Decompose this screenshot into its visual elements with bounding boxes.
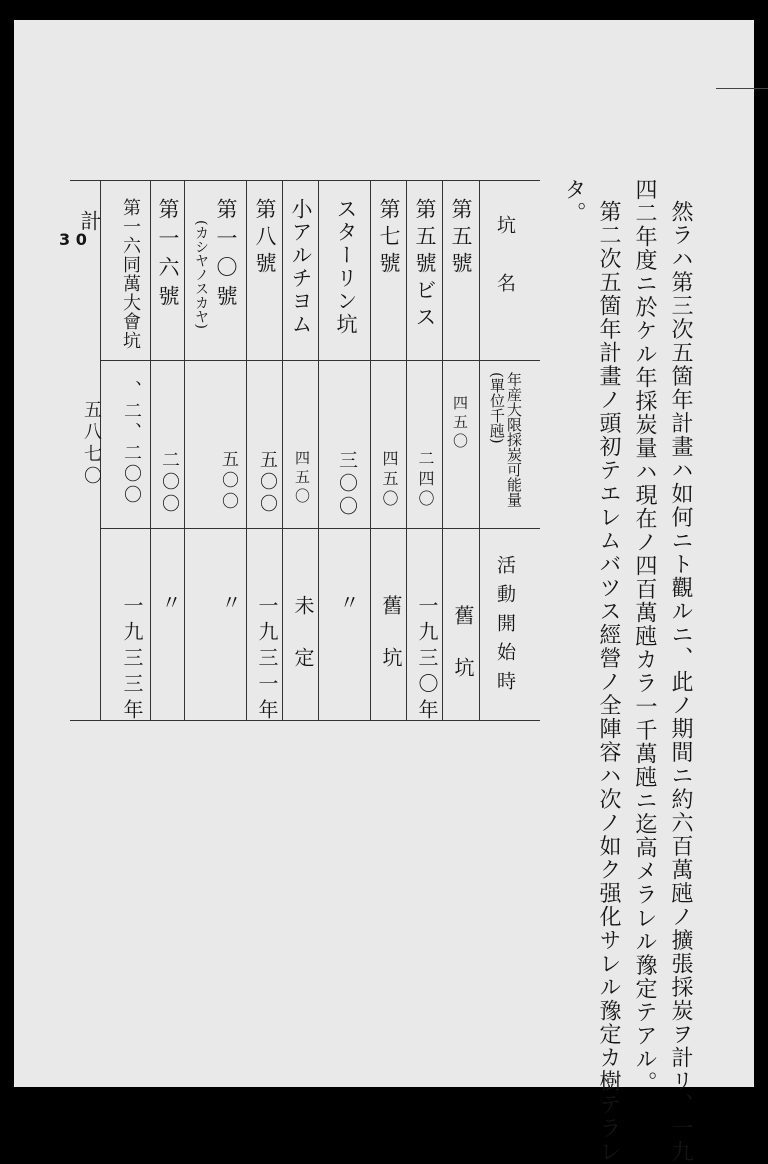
row-capacity: 、二、二〇〇: [121, 380, 142, 506]
row-name: 第五號: [449, 198, 473, 279]
row-start: 〃: [218, 592, 242, 618]
document-page: [14, 20, 754, 1164]
table-rule: [318, 180, 319, 720]
table-rule: [150, 180, 151, 720]
table-rule: [479, 180, 480, 720]
row-name: 第七號: [377, 198, 401, 279]
row-capacity: 五〇〇: [257, 450, 278, 516]
table-rule: [406, 180, 407, 720]
table-rule: [442, 180, 443, 720]
row-name: 第八號: [253, 198, 277, 279]
row-start: 〃: [336, 592, 360, 618]
total-label: 計: [78, 210, 102, 237]
row-name: 第一六號: [156, 198, 180, 314]
body-line-3: 第二次五箇年計畫ノ頭初テエレムバツス經營ノ全陣容ハ次ノ如ク强化サレル豫定カ樹テラレ: [596, 200, 621, 1164]
row-capacity: 二〇〇: [159, 450, 180, 516]
table-header-divider: [100, 360, 540, 361]
row-name: 第一六同萬大會坑: [120, 198, 141, 350]
table-rule: [282, 180, 283, 720]
table-rule: [184, 180, 185, 720]
row-capacity: 四五〇: [451, 395, 469, 452]
row-start: 舊 坑: [451, 605, 475, 683]
row-name-note: (カシヤノスカヤ): [193, 220, 209, 329]
row-capacity: 五〇〇: [218, 450, 238, 513]
row-name: 第五號ビス: [413, 198, 437, 333]
table-top-border: [70, 180, 540, 181]
total-capacity: 五八七〇: [81, 400, 102, 488]
table-rule: [370, 180, 371, 720]
table-rule: [246, 180, 247, 720]
row-capacity: 三〇〇: [336, 450, 358, 519]
row-capacity: 二四〇: [416, 450, 435, 510]
top-rule: [716, 88, 768, 89]
table-column-divider: [100, 528, 540, 529]
row-start: 〃: [158, 592, 182, 618]
page-number: 3 0: [59, 230, 87, 249]
header-name: 坑 名: [494, 215, 516, 302]
row-name: スターリン坑: [334, 198, 358, 336]
header-capacity: 年産大限採炭可能量(單位千瓲): [488, 372, 523, 507]
row-capacity: 四五〇: [380, 450, 399, 510]
header-start: 活動開始時: [494, 555, 516, 700]
row-name: 第一〇號: [214, 198, 238, 314]
row-name: 小アルチヨム: [289, 198, 313, 336]
row-start: 未 定: [291, 595, 315, 673]
body-line-4: タ。: [561, 178, 586, 225]
row-start: 一九三一年: [255, 595, 279, 725]
body-line-2: 四二年度ニ於ケル年採炭量ハ現在ノ四百萬瓲カラ一千萬瓲ニ迄高メラレル豫定テアル。: [632, 178, 657, 1095]
row-start: 一九三三年: [120, 595, 144, 725]
row-start: 一九三〇年: [415, 595, 439, 725]
body-line-1: 然ラハ第三次五箇年計畫ハ如何ニト觀ルニ、此ノ期間ニ約六百萬瓲ノ擴張採炭ヲ計リ、一九: [668, 200, 693, 1164]
row-start: 舊 坑: [379, 595, 403, 673]
row-capacity: 四五〇: [293, 450, 311, 507]
